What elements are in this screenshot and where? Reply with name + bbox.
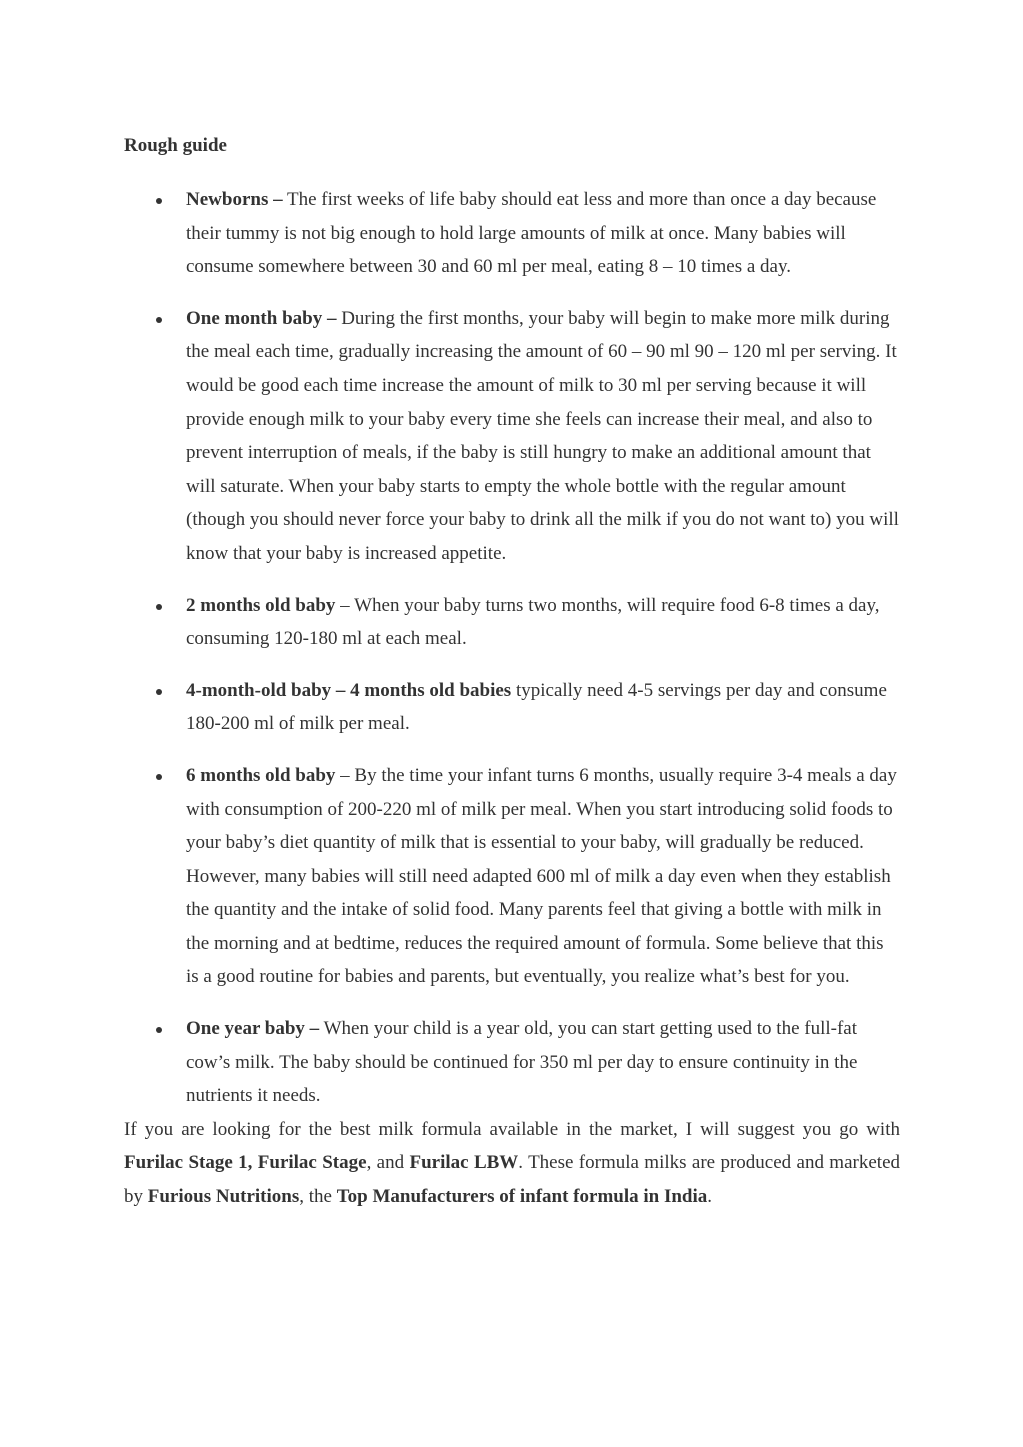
item-text: – By the time your infant turns 6 months, usually require 3-4 meals a day with consumption of 200-220 ml of milk per meal. When you start introducing solid foods to your baby’s diet quantity of milk that is essential to your baby, will gradually be reduced. However, many babies will still need adapted 600 ml of milk a day even when they establish the quantity and the intake of solid food. Many parents feel that giving a bottle with milk in the morning and at bedtime, reduces the required amount of formula. Some believe that this is a good routine for babies and parents, but eventually, you realize what’s best for you. xyxy=(186,764,897,988)
bullet-icon xyxy=(156,1027,162,1033)
closing-text: If you are looking for the best milk formula available in the market, I will suggest you go with xyxy=(124,1118,900,1140)
item-title: One year baby – xyxy=(186,1018,320,1040)
bullet-icon xyxy=(156,689,162,695)
item-title: 2 months old baby xyxy=(186,594,336,616)
section-heading: Rough guide xyxy=(124,135,227,156)
bullet-icon xyxy=(156,774,162,780)
list-item-one-month xyxy=(124,302,900,571)
closing-text: . xyxy=(707,1186,713,1208)
closing-text: , and xyxy=(366,1152,410,1174)
bullet-icon xyxy=(156,198,162,204)
list-item-newborns xyxy=(124,183,900,284)
list-item-one-year xyxy=(124,1012,900,1113)
item-title: Newborns – xyxy=(186,189,283,210)
closing-text: . These formula milks are produced and marketed by xyxy=(124,1152,900,1208)
closing-paragraph xyxy=(124,1113,900,1214)
list-item-six-months xyxy=(124,759,900,994)
item-text: The first weeks of life baby should eat less and more than once a day because their tummy is not big enough to hold large amounts of milk at once. Many babies will consume somewhere between 30 and 60 ml per meal, eating 8 – 10 times a day. xyxy=(186,189,877,278)
item-title: 6 months old baby xyxy=(186,764,336,786)
bullet-icon xyxy=(156,317,162,323)
manufacturer-tagline: Top Manufacturers of infant formula in India xyxy=(336,1186,708,1208)
product-names: Furilac Stage 1, Furilac Stage xyxy=(124,1152,367,1174)
product-name-lbw: Furilac LBW xyxy=(409,1152,519,1174)
item-text: When your child is a year old, you can start getting used to the full-fat cow’s milk. The baby should be continued for 350 ml per day to ensure continuity in the nutrients it needs. xyxy=(186,1018,858,1107)
bullet-icon xyxy=(156,604,162,610)
company-name: Furious Nutritions xyxy=(147,1186,300,1208)
item-text: typically need 4-5 servings per day and consume 180-200 ml of milk per meal. xyxy=(186,679,887,735)
item-title: One month baby – xyxy=(186,307,337,329)
feeding-guide-list xyxy=(124,183,900,1113)
closing-text: , the xyxy=(299,1186,337,1208)
document-page xyxy=(124,132,900,1214)
list-item-four-months xyxy=(124,674,900,741)
item-text: During the first months, your baby will begin to make more milk during the meal each time, gradually increasing the amount of 60 – 90 ml 90 – 120 ml per serving. It would be good each time increase the amount of milk to 30 ml per serving because it will provide enough milk to your baby every time she feels can increase their meal, and also to prevent interruption of meals, if the baby is still hungry to make an additional amount that will saturate. When your baby starts to empty the whole bottle with the regular amount (though you should never force your baby to drink all the milk if you do not want to) you will know that your baby is increased appetite. xyxy=(186,307,899,564)
item-title: 4-month-old baby – 4 months old babies xyxy=(186,679,512,701)
item-text: – When your baby turns two months, will require food 6-8 times a day, consuming 120-180 ml at each meal. xyxy=(186,594,880,650)
list-item-two-months xyxy=(124,589,900,656)
